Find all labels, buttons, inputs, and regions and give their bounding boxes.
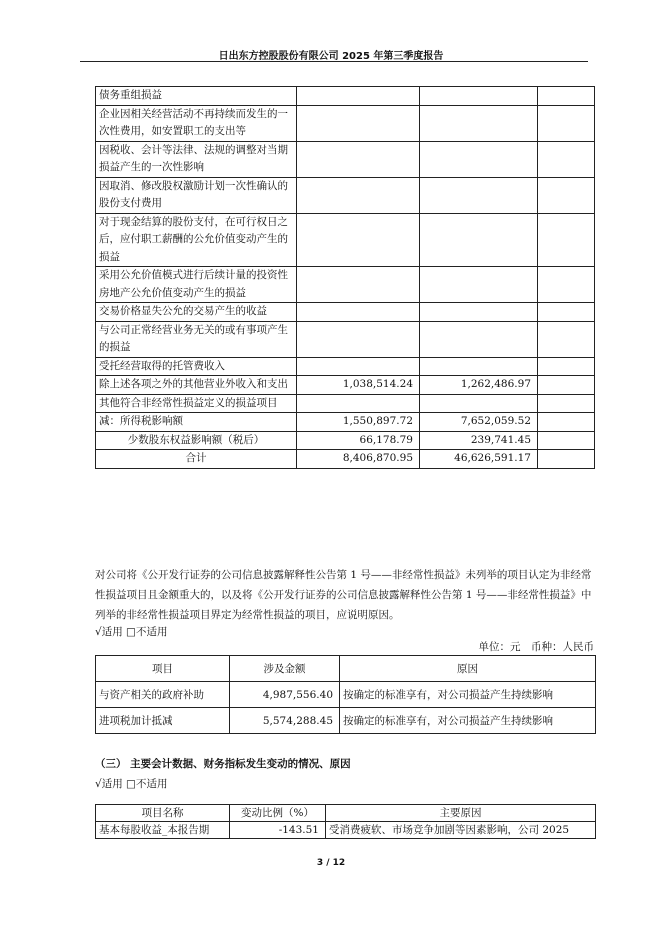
ytd-cell [420, 394, 538, 413]
item-cell: 与公司正常经营业务无关的或有事项产生的损益 [96, 321, 297, 357]
table-header-row [96, 656, 596, 682]
item-cell: 采用公允价值模式进行后续计量的投资性房地产公允价值变动产生的损益 [96, 267, 297, 303]
recurring-defined-items-table [95, 655, 596, 734]
header-ratio: 变动比例（%） [230, 805, 326, 822]
header-reason: 主要原因 [326, 805, 596, 822]
note-cell [538, 177, 595, 213]
table-row [96, 431, 595, 450]
note-cell [538, 450, 595, 469]
ytd-cell [420, 141, 538, 177]
table-row [96, 177, 595, 213]
page-number: 3 / 12 [316, 858, 346, 868]
item-cell: 少数股东权益影响额（税后） [96, 431, 297, 450]
reason-cell: 按确定的标准享有，对公司损益产生持续影响 [340, 682, 596, 708]
current-cell: 8,406,870.95 [297, 450, 420, 469]
ytd-cell [420, 213, 538, 267]
current-cell: 66,178.79 [297, 431, 420, 450]
table-row [96, 357, 595, 376]
item-cell: 对于现金结算的股份支付，在可行权日之后，应付职工薪酬的公允价值变动产生的损益 [96, 213, 297, 267]
current-cell: 1,550,897.72 [297, 413, 420, 432]
table-row [96, 105, 595, 141]
table-row [96, 376, 595, 395]
current-cell [297, 321, 420, 357]
ytd-cell [420, 87, 538, 106]
note-cell [538, 213, 595, 267]
note-cell [538, 321, 595, 357]
item-cell: 减：所得税影响额 [96, 413, 297, 432]
table-row [96, 822, 596, 839]
ytd-cell: 7,652,059.52 [420, 413, 538, 432]
reason-cell: 受消费疲软、市场竞争加剧等因素影响，公司 2025 [326, 822, 596, 839]
table-row [96, 87, 595, 106]
note-cell [538, 413, 595, 432]
current-cell [297, 394, 420, 413]
table-row [96, 213, 595, 267]
applicable-checkbox-line: √适用 □不适用 [95, 626, 168, 638]
item-cell: 债务重组损益 [96, 87, 297, 106]
current-cell [297, 213, 420, 267]
item-cell: 因取消、修改股权激励计划一次性确认的股份支付费用 [96, 177, 297, 213]
note-cell [538, 357, 595, 376]
note-cell [538, 394, 595, 413]
ytd-cell: 1,262,486.97 [420, 376, 538, 395]
note-cell [538, 267, 595, 303]
header-item: 项目名称 [96, 805, 230, 822]
ytd-cell [420, 321, 538, 357]
non-recurring-items-table [95, 86, 595, 469]
table-row [96, 413, 595, 432]
item-cell: 进项税加计抵减 [96, 708, 230, 734]
ytd-cell [420, 303, 538, 322]
table-row [96, 267, 595, 303]
ytd-cell: 239,741.45 [420, 431, 538, 450]
amount-cell: 4,987,556.40 [230, 682, 340, 708]
current-cell [297, 357, 420, 376]
ytd-cell [420, 105, 538, 141]
table-row [96, 708, 596, 734]
note-cell [538, 376, 595, 395]
amount-cell: 5,574,288.45 [230, 708, 340, 734]
table-row [96, 394, 595, 413]
current-cell [297, 177, 420, 213]
ytd-cell: 46,626,591.17 [420, 450, 538, 469]
item-cell: 交易价格显失公允的交易产生的收益 [96, 303, 297, 322]
current-cell [297, 105, 420, 141]
applicable-checkbox-line-2: √适用 □不适用 [95, 778, 168, 790]
note-cell [538, 431, 595, 450]
ytd-cell [420, 267, 538, 303]
section-heading: （三） 主要会计数据、财务指标发生变动的情况、原因 [95, 758, 351, 770]
table-row [96, 682, 596, 708]
current-cell [297, 141, 420, 177]
table-row-total [96, 450, 595, 469]
ytd-cell [420, 177, 538, 213]
reason-cell: 按确定的标准享有，对公司损益产生持续影响 [340, 708, 596, 734]
header-item: 项目 [96, 656, 230, 682]
explanation-paragraph: 对公司将《公开发行证券的公司信息披露解释性公告第 1 号——非经常性损益》未列举的项目认定为非经常性损益项目且金额重大的，以及将《公开发行证券的公司信息披露解释性公告第 1 号——非经常性损益》中列举的非经常性损益项目界定为经常性损益的项目，应说明原因。 [95, 569, 592, 621]
current-cell: 1,038,514.24 [297, 376, 420, 395]
note-cell [538, 105, 595, 141]
ratio-cell: -143.51 [230, 822, 326, 839]
item-cell: 企业因相关经营活动不再持续而发生的一次性费用，如安置职工的支出等 [96, 105, 297, 141]
current-cell [297, 303, 420, 322]
item-cell: 合计 [96, 450, 297, 469]
note-cell [538, 303, 595, 322]
table-row [96, 321, 595, 357]
item-cell: 基本每股收益_本报告期 [96, 822, 230, 839]
change-reasons-table [95, 804, 596, 839]
current-cell [297, 267, 420, 303]
note-cell [538, 87, 595, 106]
table-row [96, 303, 595, 322]
header-reason: 原因 [340, 656, 596, 682]
note-cell [538, 141, 595, 177]
header-divider [80, 61, 588, 62]
ytd-cell [420, 357, 538, 376]
table-header-row [96, 805, 596, 822]
item-cell: 与资产相关的政府补助 [96, 682, 230, 708]
table-row [96, 141, 595, 177]
item-cell: 受托经营取得的托管费收入 [96, 357, 297, 376]
page-header-title: 日出东方控股股份有限公司 2025 年第三季度报告 [218, 51, 444, 62]
item-cell: 因税收、会计等法律、法规的调整对当期损益产生的一次性影响 [96, 141, 297, 177]
header-amount: 涉及金额 [230, 656, 340, 682]
current-cell [297, 87, 420, 106]
unit-currency-label: 单位：元 币种：人民币 [478, 641, 594, 653]
item-cell: 其他符合非经常性损益定义的损益项目 [96, 394, 297, 413]
item-cell: 除上述各项之外的其他营业外收入和支出 [96, 376, 297, 395]
